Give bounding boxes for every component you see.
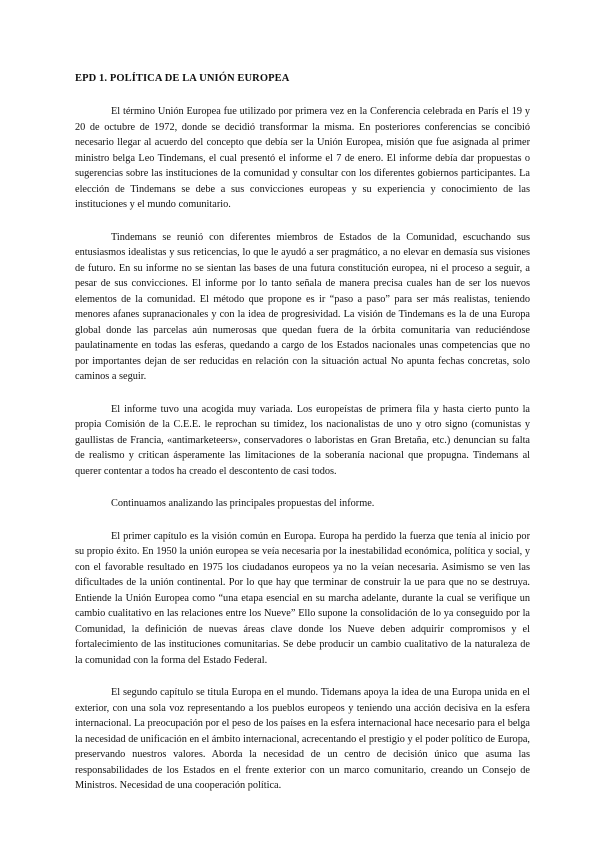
paragraph-6: El segundo capítulo se titula Europa en el mundo. Tidemans apoya la idea de una Europa unida en el exterior, con una sola voz representando a los pueblos europeos y teniendo una acción decisiva en la esfera internacional. La preocupación por el peso de los países en la esfera internacional hace necesario para el belga la necesidad de unificación en el ámbito internacional, acrecentando el prestigio y el poder político de Europa, preservando nuestros valores. Aborda la necesidad de un centro de decisión único que asuma las responsabilidades de los Estados en el frente exterior con un marco comunitario, creando un Consejo de Ministros. Necesidad de una cooperación política.	[75, 687, 530, 791]
paragraph-4: Continuamos analizando las principales propuestas del informe.	[111, 498, 375, 509]
paragraph-5: El primer capítulo es la visión común en Europa. Europa ha perdido la fuerza que tenía al inicio por su propio éxito. En 1950 la unión europea se veía necesaria por la inestabilidad económica, política y social, y con el favorable resultado en 1975 los ciudadanos europeos ya no la veían necesaria. Asimismo se ven las dificultades de la unión continental. Por lo que hay que terminar de construir la ue para que no se destruya. Entiende la Unión Europea como “una etapa esencial en su marcha adelante, durante la cual se verifique un cambio cualitativo en las relaciones entre los Nueve” Ello supone la consolidación de lo ya conseguido por la Comunidad, la definición de nuevas áreas clave donde los Nueve deben adquirir compromisos y el fortalecimiento de las instituciones comunitarias. Se debe producir un cambio cualitativo de la naturaleza de la comunidad con la forma del Estado Federal.	[75, 530, 530, 666]
document-page	[75, 73, 530, 811]
paragraph-3: El informe tuvo una acogida muy variada. Los europeístas de primera fila y hasta cierto punto la propia Comisión de la C.E.E. le reprochan su timidez, los nacionalistas de uno y otro signo (comunistas y gaullistas de Francia, «antimarketeers», conservadores o laboristas en Gran Bretaña, etc.) denuncian su falta de realismo y critican ásperamente las limitaciones de la soberanía nacional que propugna. Tindemans al querer contentar a todos ha creado el descontento de casi todos.	[75, 403, 530, 477]
document-title: EPD 1. POLÍTICA DE LA UNIÓN EUROPEA	[75, 73, 290, 84]
paragraph-2: Tindemans se reunió con diferentes miembros de Estados de la Comunidad, escuchando sus entusiasmos idealistas y sus reticencias, lo que le ayudó a ser pragmático, a no elevar en demasía sus visiones de futuro. En su informe no se sientan las bases de una futura constitución europea, ni el proceso a seguir, a pesar de sus convicciones. El informe por lo tanto señala de manera precisa cuales han de ser los nuevos elementos de la comunidad. El método que propone es ir “paso a paso” para ser más realistas, teniendo menores afanes supranacionales y con la idea de progresividad. La visión de Tindemans es la de una Europa global donde las parcelas aún numerosas que quedan fuera de la órbita comunitaria van reduciéndose paulatinamente en todas las esferas, quedando a cargo de los Estados nacionales unas competencias que no por importantes dejan de ser reducidas en relación con la situación actual No apunta fechas concretas, solo caminos a seguir.	[75, 231, 530, 382]
paragraph-1: El término Unión Europea fue utilizado por primera vez en la Conferencia celebrada en París el 19 y 20 de octubre de 1972, donde se decidió transformar la misma. En posteriores conferencias se concibió necesario llegar al acuerdo del concepto que debía ser la Unión Europea, misión que fue asignada al primer ministro belga Leo Tindemans, el cual presentó el informe el 7 de enero. El informe debía dar propuestas o sugerencias sobre las instituciones de la comunidad y consultar con los diferentes gobiernos participantes. La elección de Tindemans se debe a sus convicciones europeas y su experiencia y conocimiento de las instituciones y el mundo comunitario.	[75, 106, 530, 210]
